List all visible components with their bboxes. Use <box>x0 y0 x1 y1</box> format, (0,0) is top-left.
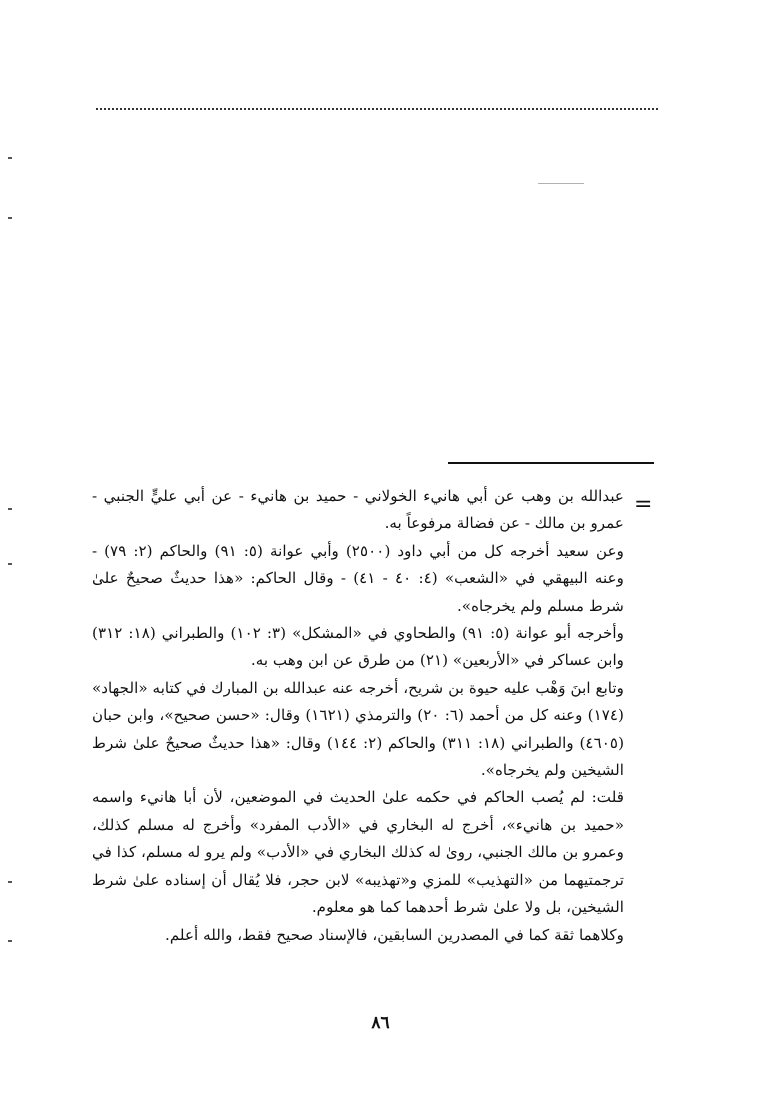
footnote-text <box>92 483 624 949</box>
header-dotted-rule <box>96 108 658 110</box>
footnote-paragraph: وأخرجه أبو عوانة (٥: ٩١) والطحاوي في «المشكل» (٣: ١٠٢) والطبراني (١٨: ٣١٢) وابن عساكر في «الأربعين» (٢١) من طرق عن ابن وهب به. <box>92 624 624 670</box>
scan-artifact <box>8 881 12 883</box>
footnote-paragraph: وتابع ابنَ وَهْب عليه حيوة بن شريح، أخرجه عنه عبدالله بن المبارك في كتابه «الجهاد» (١٧٤) وعنه كل من أحمد (٦: ٢٠) والترمذي (١٦٢١) وقال: «حسن صحيح»، وابن حبان (٤٦٠٥) والطبراني (١٨: ٣١١) والحاكم (٢: ١٤٤) وقال: «هذا حديثٌ صحيحٌ علىٰ شرط الشيخين ولم يخرجاه». <box>92 678 624 780</box>
footnote-paragraph: عبدالله بن وهب عن أبي هانيء الخولاني - حميد بن هانيء - عن أبي عليٍّ الجنبي - عمرو بن مالك - عن فضالة مرفوعاً به. <box>92 487 624 533</box>
scan-artifact <box>8 157 12 159</box>
footnote-paragraph: وعن سعيد أخرجه كل من أبي داود (٢٥٠٠) وأبي عوانة (٥: ٩١) والحاكم (٢: ٧٩) - وعنه البيهقي في «الشعب» (٤: ٤٠ - ٤١) - وقال الحاكم: «هذا حديثٌ صحيحٌ علىٰ شرط مسلم ولم يخرجاه». <box>92 541 624 615</box>
footnote-separator-rule <box>448 462 654 464</box>
scan-artifact <box>8 940 12 942</box>
scan-artifact <box>8 508 12 510</box>
footnote-continuation-mark: = <box>634 492 653 517</box>
page-number: ٨٦ <box>371 1013 390 1033</box>
scan-artifact <box>8 563 12 565</box>
footnote-paragraph: قلت: لم يُصب الحاكم في حكمه علىٰ الحديث في الموضعين، لأن أبا هانيء واسمه «حميد بن هانيء»، أخرج له البخاري في «الأدب المفرد» وأخرج له مسلم كذلك، وعمرو بن مالك الجنبي، روىٰ له كذلك البخاري في «الأدب» ولم يرو له مسلم، كذا في ترجمتيهما من «التهذيب» للمزي و«تهذيبه» لابن حجر، فلا يُقال أن إسناده علىٰ شرط الشيخين، بل ولا علىٰ شرط أحدهما كما هو معلوم. <box>92 788 624 917</box>
scan-artifact <box>8 217 12 219</box>
scan-artifact <box>538 183 584 184</box>
footnote-paragraph: وكلاهما ثقة كما في المصدرين السابقين، فالإسناد صحيح فقط، والله أعلم. <box>165 925 624 944</box>
